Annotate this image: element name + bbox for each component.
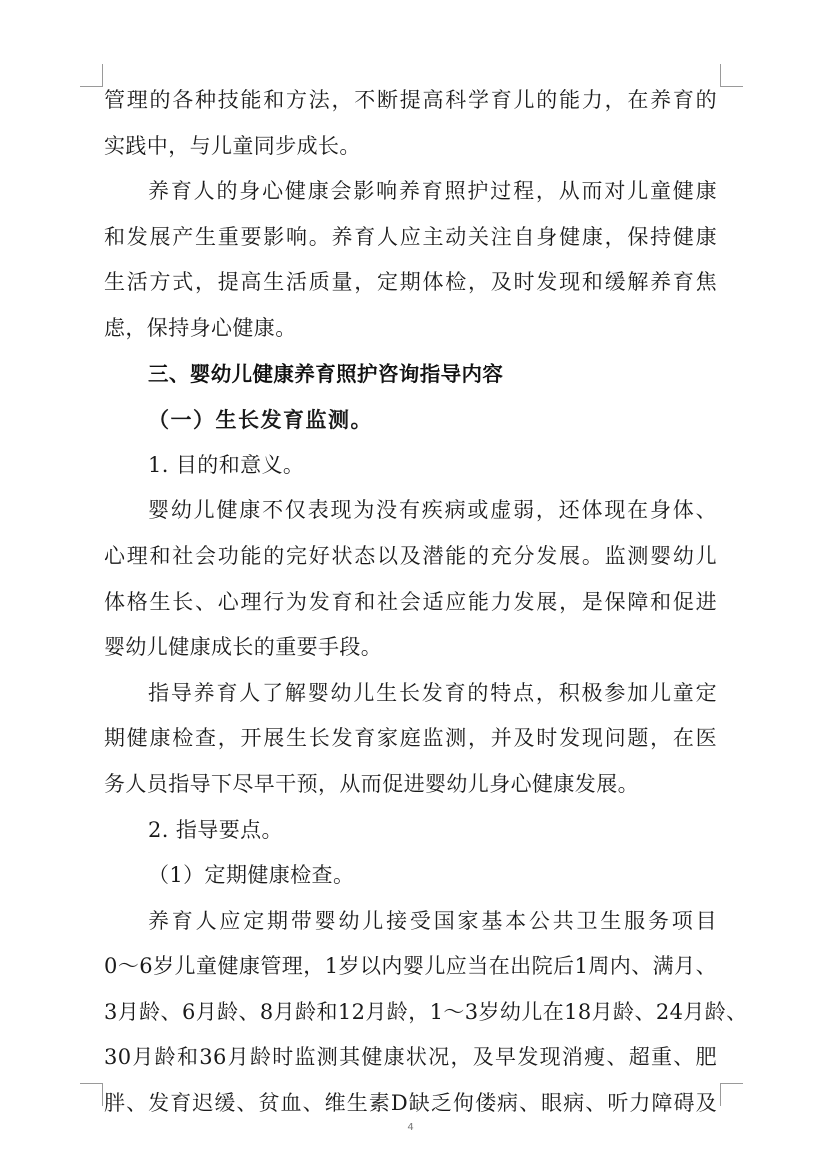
- section-heading: 三、婴幼儿健康养育照护咨询指导内容: [148, 361, 504, 386]
- paragraph-line: 管理的各种技能和方法，不断提高科学育儿的能力，在养育的: [104, 88, 717, 112]
- paragraph-line: 实践中，与儿童同步成长。: [104, 133, 361, 158]
- crop-mark-top-right: [720, 64, 743, 87]
- paragraph-line: 体格生长、心理行为发育和社会适应能力发展，是保障和促进: [104, 589, 717, 614]
- paragraph-line: 和发展产生重要影响。养育人应主动关注自身健康，保持健康: [104, 224, 717, 249]
- paragraph-line: 生活方式，提高生活质量，定期体检，及时发现和缓解养育焦: [104, 270, 717, 295]
- numbered-heading: 1. 目的和意义。: [148, 452, 305, 477]
- paragraph-line: 养育人的身心健康会影响养育照护过程，从而对儿童健康: [148, 179, 717, 204]
- numbered-heading: 2. 指导要点。: [148, 817, 283, 842]
- paragraph-line: 心理和社会功能的完好状态以及潜能的充分发展。监测婴幼儿: [104, 543, 717, 568]
- crop-mark-bottom-right: [720, 1083, 743, 1106]
- paragraph-line: 务人员指导下尽早干预，从而促进婴幼儿身心健康发展。: [104, 771, 639, 796]
- crop-mark-bottom-left: [80, 1083, 103, 1106]
- paragraph-line: 婴幼儿健康成长的重要手段。: [104, 635, 383, 660]
- document-body: [104, 78, 748, 1127]
- subsection-heading: （一）生长发育监测。: [148, 407, 373, 433]
- paragraph-line: 婴幼儿健康不仅表现为没有疾病或虚弱，还体现在身体、: [148, 498, 717, 523]
- paragraph-line: 胖、发育迟缓、贫血、维生素D缺乏佝偻病、眼病、听力障碍及: [104, 1091, 717, 1116]
- crop-mark-top-left: [80, 64, 103, 87]
- paragraph-line: 指导养育人了解婴幼儿生长发育的特点，积极参加儿童定: [148, 680, 717, 705]
- paragraph-line: 期健康检查，开展生长发育家庭监测，并及时发现问题，在医: [104, 726, 717, 751]
- paragraph-line: 30月龄和36月龄时监测其健康状况，及早发现消瘦、超重、肥: [104, 1045, 717, 1070]
- paragraph-line: 养育人应定期带婴幼儿接受国家基本公共卫生服务项目: [148, 908, 717, 933]
- numbered-subheading: （1）定期健康检查。: [148, 863, 355, 888]
- page-number: 4: [407, 1122, 414, 1133]
- paragraph-line: 0～6岁儿童健康管理，1岁以内婴儿应当在出院后1周内、满月、: [104, 954, 717, 979]
- paragraph-line: 虑，保持身心健康。: [104, 315, 297, 340]
- paragraph-line: 3月龄、6月龄、8月龄和12月龄，1～3岁幼儿在18月龄、24月龄、: [104, 999, 748, 1024]
